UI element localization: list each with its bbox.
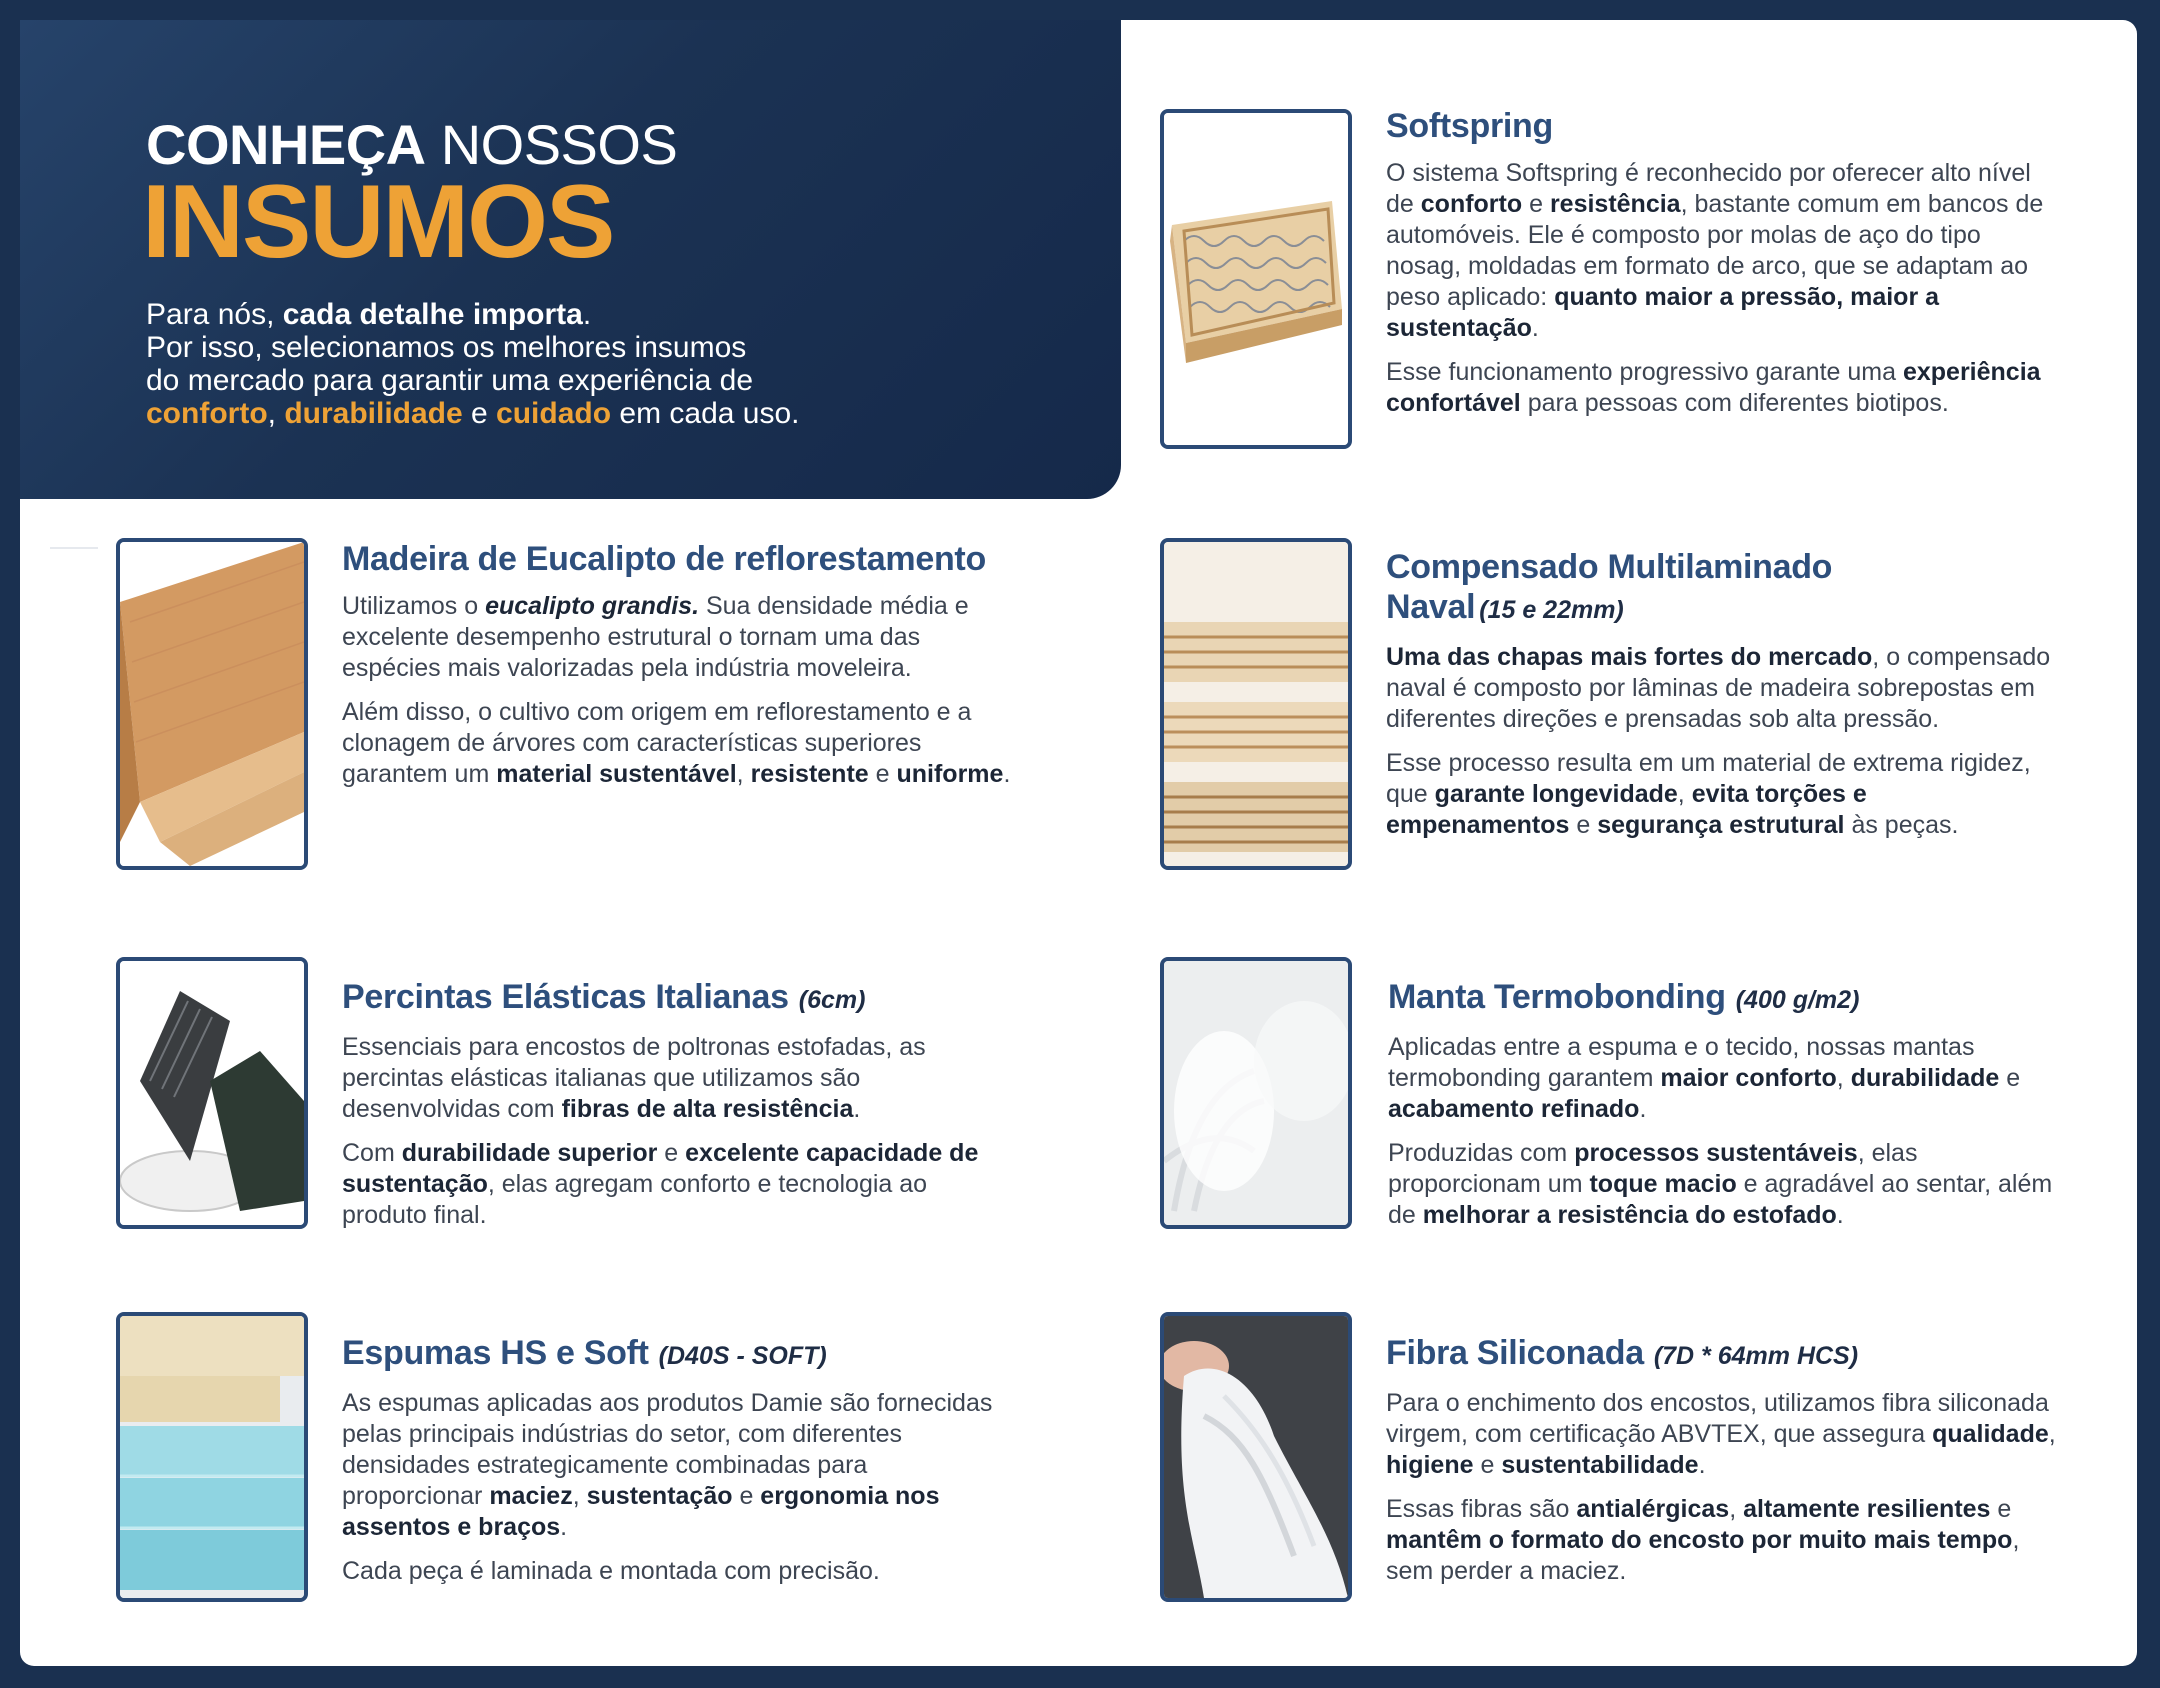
percintas-section	[342, 977, 1012, 1244]
espumas-image	[116, 1312, 308, 1602]
fibra-text: Para o enchimento dos encostos, utilizamos fibra siliconada virgem, com certificação ABVTEX, que assegura qualidade, higiene e sustentabilidade. Essas fibras são antialérgicas, altamente resilientes e mantêm o formato do encosto por muito mais tempo, sem perder a maciez.	[1386, 1389, 2056, 1585]
percintas-title: Percintas Elásticas Italianas (6cm)	[342, 978, 866, 1016]
fibra-image	[1160, 1312, 1352, 1602]
compensado-text: Uma das chapas mais fortes do mercado, o compensado naval é composto por lâminas de madeira sobrepostas em diferentes direções e prensadas sob alta pressão. Esse processo resulta em um material de extrema rigidez, que garante longevidade, evita torções e empenamentos e segurança estrutural às peças.	[1386, 643, 2051, 839]
manta-text: Aplicadas entre a espuma e o tecido, nossas mantas termobonding garantem maior conforto, durabilidade e acabamento refinado. Produzidas com processos sustentáveis, elas proporcionam um toque macio e agradável ao sentar, além de melhorar a resistência do estofado.	[1388, 1033, 2053, 1229]
madeira-title: Madeira de Eucalipto de reflorestamento	[342, 540, 986, 578]
softspring-title: Softspring	[1386, 107, 1553, 145]
fibra-section	[1386, 1333, 2056, 1600]
espumas-section	[342, 1333, 1012, 1600]
softspring-text: O sistema Softspring é reconhecido por oferecer alto nível de conforto e resistência, bastante comum em bancos de automóveis. Ele é composto por molas de aço do tipo nosag, moldadas em formato de arco, que se adaptam ao peso aplicado: quanto maior a pressão, maior a sustentação. Esse funcionamento progressivo garante uma experiência confortável para pessoas com diferentes biotipos.	[1386, 159, 2044, 417]
madeira-section	[342, 539, 1012, 803]
content-card	[20, 20, 2137, 1666]
madeira-text: Utilizamos o eucalipto grandis. Sua densidade média e excelente desempenho estrutural o tornam uma das espécies mais valorizadas pela indústria moveleira. Além disso, o cultivo com origem em reflorestamento e a clonagem de árvores com características superiores garantem um material sustentável, resistente e uniforme.	[342, 592, 1011, 788]
fibra-title: Fibra Siliconada (7D * 64mm HCS)	[1386, 1334, 1859, 1372]
espumas-title: Espumas HS e Soft (D40S - SOFT)	[342, 1334, 827, 1372]
percintas-image	[116, 957, 308, 1229]
compensado-image	[1160, 538, 1352, 870]
compensado-title: Compensado Multilaminado Naval (15 e 22mm)	[1386, 548, 1833, 626]
madeira-image	[116, 538, 308, 870]
hero-banner	[20, 20, 1121, 499]
espumas-text: As espumas aplicadas aos produtos Damie são fornecidas pelas principais indústrias do setor, com diferentes densidades estrategicamente combinadas para proporcionar maciez, sustentação e ergonomia nos assentos e braços. Cada peça é laminada e montada com precisão.	[342, 1389, 993, 1585]
softspring-section	[1386, 106, 2056, 432]
header-pretitle: CONHEÇA NOSSOS	[146, 113, 678, 176]
manta-image	[1160, 957, 1352, 1229]
header-intro: Para nós, cada detalhe importa. Por isso, selecionamos os melhores insumos do mercado para garantir uma experiência de conforto, durabilidade e cuidado em cada uso.	[146, 298, 800, 430]
softspring-image	[1160, 109, 1352, 449]
manta-title: Manta Termobonding (400 g/m2)	[1388, 978, 1860, 1016]
percintas-text: Essenciais para encostos de poltronas estofadas, as percintas elásticas italianas que utilizamos são desenvolvidas com fibras de alta resistência. Com durabilidade superior e excelente capacidade de sustentação, elas agregam conforto e tecnologia ao produto final.	[342, 1033, 979, 1229]
manta-section	[1388, 977, 2058, 1244]
divider	[50, 547, 98, 549]
header-title: INSUMOS	[142, 164, 614, 280]
compensado-section	[1386, 547, 2056, 854]
